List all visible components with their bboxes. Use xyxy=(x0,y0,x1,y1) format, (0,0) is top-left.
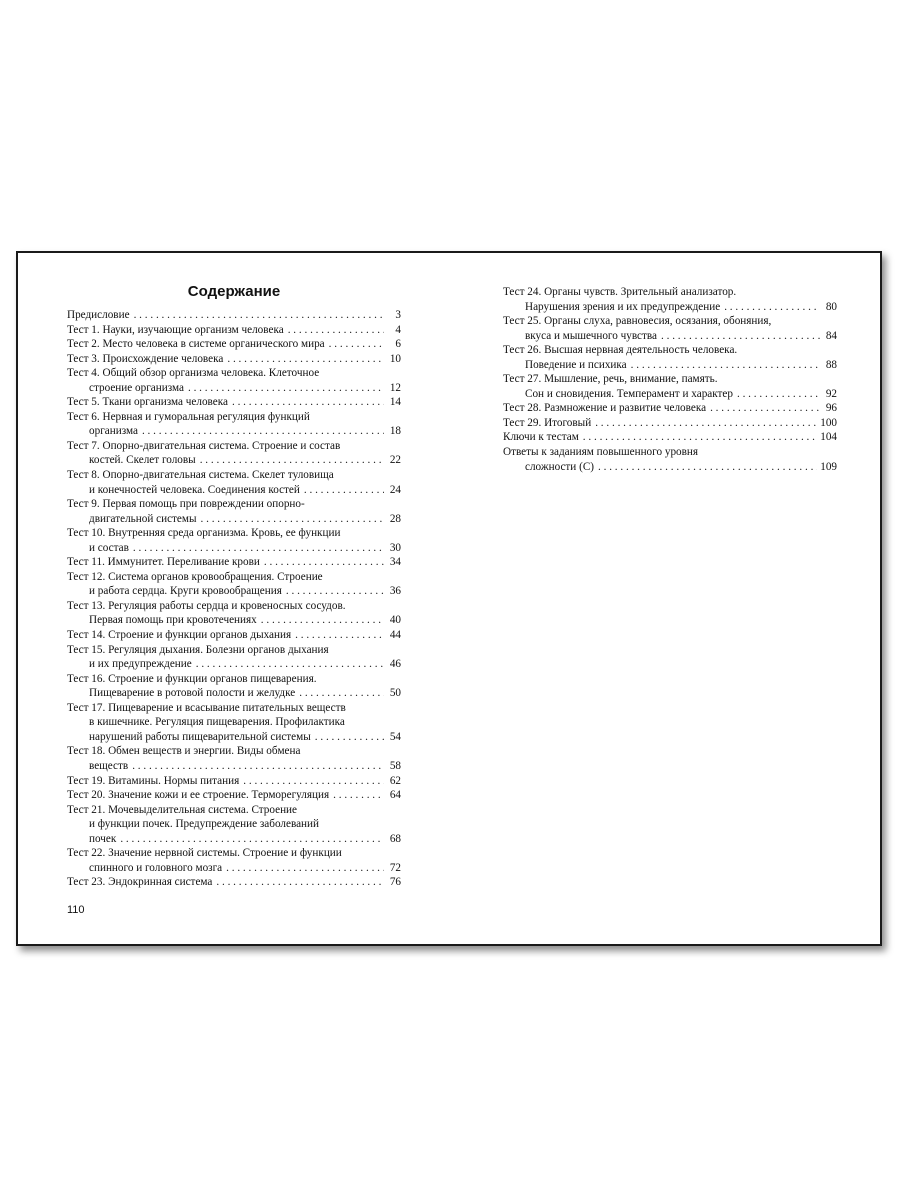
toc-entry-line xyxy=(67,628,401,643)
toc-entry-line xyxy=(503,430,837,445)
toc-entry-text: Поведение и психика xyxy=(525,358,627,371)
toc-entry xyxy=(503,416,837,431)
toc-entry-line xyxy=(503,372,837,387)
dot-leader xyxy=(595,416,817,431)
toc-entry-text: Тест 6. Нервная и гуморальная регуляция функций xyxy=(67,410,310,423)
book-spread xyxy=(16,251,882,946)
toc-entry-line xyxy=(67,774,401,789)
dot-leader xyxy=(200,453,384,468)
dot-leader xyxy=(188,381,384,396)
toc-page-number: 50 xyxy=(389,687,401,700)
toc-entry-line xyxy=(67,803,401,818)
toc-entry-text: Тест 10. Внутренняя среда организма. Кровь, ее функции xyxy=(67,527,341,540)
dot-leader xyxy=(243,774,384,789)
toc-entry xyxy=(67,774,401,789)
toc-entry-text: Тест 25. Органы слуха, равновесия, осязания, обоняния, xyxy=(503,315,772,328)
toc-entry-line xyxy=(67,875,401,890)
toc-page-number: 68 xyxy=(389,832,401,845)
toc-entry-text: и их предупреждение xyxy=(89,658,192,671)
toc-entry-line xyxy=(67,395,401,410)
toc-entry-line xyxy=(67,643,401,658)
toc-page-number: 64 xyxy=(389,789,401,802)
toc-entry-line xyxy=(67,555,401,570)
toc-entry-text: Тест 7. Опорно-двигательная система. Строение и состав xyxy=(67,439,341,452)
toc-entry-line xyxy=(67,381,401,396)
toc-page-number: 10 xyxy=(389,352,401,365)
dot-leader xyxy=(286,584,384,599)
toc-entry-line xyxy=(67,512,401,527)
toc-entry-line xyxy=(503,387,837,402)
toc-entry-line xyxy=(67,366,401,381)
toc-entry-text: Тест 5. Ткани организма человека xyxy=(67,396,228,409)
toc-page-number: 6 xyxy=(395,338,401,351)
toc-entry xyxy=(67,599,401,628)
page-title: Содержание xyxy=(187,283,281,300)
toc-page-number: 18 xyxy=(389,425,401,438)
toc-entry-text: двигательной системы xyxy=(89,512,197,525)
toc-entry-text: и конечностей человека. Соединения костей xyxy=(89,483,300,496)
toc-page-number: 28 xyxy=(389,512,401,525)
toc-entry-line xyxy=(503,460,837,475)
toc-entry xyxy=(67,439,401,468)
toc-page-number: 36 xyxy=(389,585,401,598)
toc-entry xyxy=(67,788,401,803)
dot-leader xyxy=(196,657,384,672)
toc-entry-text: Тест 4. Общий обзор организма человека. Клеточное xyxy=(67,367,320,380)
toc-entry-line xyxy=(67,453,401,468)
dot-leader xyxy=(226,861,384,876)
toc-entry-text: спинного и головного мозга xyxy=(89,861,223,874)
toc-entry xyxy=(503,401,837,416)
toc-entry-text: Тест 29. Итоговый xyxy=(503,416,592,429)
dot-leader xyxy=(583,430,817,445)
toc-entry-text: Тест 15. Регуляция дыхания. Болезни органов дыхания xyxy=(67,643,329,656)
toc-entry-line xyxy=(503,401,837,416)
toc-entry-text: Тест 23. Эндокринная система xyxy=(67,876,213,889)
toc-entry-text: Тест 20. Значение кожи и ее строение. Терморегуляция xyxy=(67,789,330,802)
toc-entry xyxy=(67,468,401,497)
toc-entry xyxy=(67,497,401,526)
toc-entry-text: организма xyxy=(89,425,138,438)
toc-entry-text: и работа сердца. Круги кровообращения xyxy=(89,585,282,598)
toc-entry xyxy=(67,555,401,570)
toc-entry-line xyxy=(67,715,401,730)
toc-entry-line xyxy=(67,672,401,687)
toc-entry xyxy=(67,526,401,555)
toc-page-number: 88 xyxy=(825,358,837,371)
toc-page-number: 62 xyxy=(389,774,401,787)
toc-entry-line xyxy=(503,329,837,344)
toc-entry xyxy=(67,803,401,847)
toc-entry-line xyxy=(67,497,401,512)
dot-leader xyxy=(315,730,384,745)
toc-entry-text: и функции почек. Предупреждение заболеваний xyxy=(89,818,320,831)
toc-entry-line xyxy=(67,657,401,672)
toc-page-number: 100 xyxy=(820,416,837,429)
toc-entry xyxy=(67,701,401,745)
toc-page-number: 104 xyxy=(820,431,837,444)
toc-entry-text: Тест 18. Обмен веществ и энергии. Виды обмена xyxy=(67,745,301,758)
toc-entry-text: Ответы к заданиям повышенного уровня xyxy=(503,446,699,459)
toc-entry xyxy=(503,285,837,314)
toc-entry xyxy=(503,343,837,372)
dot-leader xyxy=(329,337,384,352)
toc-entry xyxy=(67,643,401,672)
toc-entry-line xyxy=(67,337,401,352)
dot-leader xyxy=(232,395,384,410)
toc-entry-line xyxy=(67,570,401,585)
dot-leader xyxy=(261,613,384,628)
dot-leader xyxy=(598,460,817,475)
toc-entry-text: Сон и сновидения. Темперамент и характер xyxy=(525,387,733,400)
toc-entry xyxy=(67,395,401,410)
dot-leader xyxy=(201,512,385,527)
toc-entry-text: Пищеварение в ротовой полости и желудке xyxy=(89,687,296,700)
dot-leader xyxy=(264,555,384,570)
toc-entry-line xyxy=(67,817,401,832)
toc-entry-text: Тест 27. Мышление, речь, внимание, память. xyxy=(503,373,718,386)
dot-leader xyxy=(333,788,384,803)
toc-entry-text: и состав xyxy=(89,541,129,554)
dot-leader xyxy=(710,401,820,416)
toc-entry-text: Тест 12. Система органов кровообращения. Строение xyxy=(67,570,323,583)
toc-page-number: 22 xyxy=(389,454,401,467)
toc-entry-text: Тест 19. Витамины. Нормы питания xyxy=(67,774,240,787)
toc-entry-text: веществ xyxy=(89,759,129,772)
toc-page-number: 92 xyxy=(825,387,837,400)
toc-entry xyxy=(503,372,837,401)
toc-entry-text: строение организма xyxy=(89,381,184,394)
toc-page-number: 30 xyxy=(389,541,401,554)
toc-entry-line xyxy=(67,599,401,614)
toc-entry-text: Тест 28. Размножение и развитие человека xyxy=(503,402,707,415)
toc-entry xyxy=(67,352,401,367)
toc-entry-line xyxy=(67,846,401,861)
dot-leader xyxy=(134,308,384,323)
toc-entry-line xyxy=(67,861,401,876)
toc-entry-text: в кишечнике. Регуляция пищеварения. Профилактика xyxy=(89,716,345,729)
toc-entry-line xyxy=(67,483,401,498)
dot-leader xyxy=(299,686,384,701)
toc-page-number: 12 xyxy=(389,381,401,394)
toc-entry-text: Тест 11. Иммунитет. Переливание крови xyxy=(67,556,260,569)
toc-entry-text: Тест 24. Органы чувств. Зрительный анализатор. xyxy=(503,286,737,298)
toc-page-number: 24 xyxy=(389,483,401,496)
toc-entry-line xyxy=(67,352,401,367)
toc-entry-line xyxy=(67,323,401,338)
dot-leader xyxy=(631,358,820,373)
toc-entry-text: Тест 17. Пищеварение и всасывание питательных веществ xyxy=(67,701,346,714)
toc-entry-line xyxy=(67,701,401,716)
dot-leader xyxy=(737,387,820,402)
toc-entry-line xyxy=(67,613,401,628)
toc-entry-line xyxy=(503,445,837,460)
toc-entry-text: сложности (С) xyxy=(525,460,595,473)
toc-entry-line xyxy=(67,759,401,774)
toc-entry-text: Тест 14. Строение и функции органов дыхания xyxy=(67,629,292,642)
dot-leader xyxy=(120,832,384,847)
toc-entry-line xyxy=(503,416,837,431)
dot-leader xyxy=(724,300,820,315)
toc-entry-text: Тест 16. Строение и функции органов пищеварения. xyxy=(67,672,317,685)
toc-entry xyxy=(67,308,401,323)
toc-page-number: 14 xyxy=(389,396,401,409)
toc-entry-text: Тест 1. Науки, изучающие организм человека xyxy=(67,323,284,336)
toc-page-number: 46 xyxy=(389,658,401,671)
dot-leader xyxy=(132,759,384,774)
toc-page-number: 3 xyxy=(395,309,401,321)
toc-page-number: 34 xyxy=(389,556,401,569)
toc-entry-text: Тест 26. Высшая нервная деятельность человека. xyxy=(503,344,738,357)
toc-entry-text: Предисловие xyxy=(67,309,130,321)
toc-entry xyxy=(67,628,401,643)
toc-entry xyxy=(503,445,837,474)
toc-page-number: 4 xyxy=(395,323,401,336)
toc-entry xyxy=(503,430,837,445)
toc-entry xyxy=(67,875,401,890)
toc-entry-text: Тест 9. Первая помощь при повреждении опорно- xyxy=(67,498,305,511)
page-number: 110 xyxy=(67,904,85,916)
dot-leader xyxy=(216,875,384,890)
dot-leader xyxy=(142,424,384,439)
toc-entry-line xyxy=(67,730,401,745)
toc-entry-line xyxy=(67,686,401,701)
dot-leader xyxy=(288,323,384,338)
toc-entry-line xyxy=(67,788,401,803)
toc-entry-line xyxy=(503,358,837,373)
toc-entry-line xyxy=(503,343,837,358)
toc-entry-text: нарушений работы пищеварительной системы xyxy=(89,730,311,743)
toc-entry-text: Тест 21. Мочевыделительная система. Строение xyxy=(67,803,298,816)
toc-entry-text: Тест 3. Происхождение человека xyxy=(67,352,224,365)
toc-entry-line xyxy=(67,410,401,425)
toc-entry-text: Тест 2. Место человека в системе органического мира xyxy=(67,338,325,351)
toc-entry-text: Первая помощь при кровотечениях xyxy=(89,614,257,627)
toc-entry-line xyxy=(67,526,401,541)
toc-right-column xyxy=(503,285,837,474)
toc-entry-text: почек xyxy=(89,832,117,845)
toc-entry-text: Тест 8. Опорно-двигательная система. Скелет туловища xyxy=(67,469,334,482)
toc-entry xyxy=(67,410,401,439)
toc-entry xyxy=(67,570,401,599)
toc-entry-line xyxy=(67,584,401,599)
toc-entry-line xyxy=(67,468,401,483)
toc-entry-text: Ключи к тестам xyxy=(503,431,579,444)
toc-entry xyxy=(67,672,401,701)
toc-page-number: 80 xyxy=(825,300,837,313)
toc-entry-line xyxy=(67,439,401,454)
toc-page-number: 109 xyxy=(820,460,837,473)
dot-leader xyxy=(133,541,384,556)
toc-page-number: 96 xyxy=(825,402,837,415)
toc-page-number: 40 xyxy=(389,614,401,627)
toc-entry xyxy=(67,744,401,773)
toc-page-number: 44 xyxy=(389,629,401,642)
toc-entry xyxy=(67,323,401,338)
toc-page-number: 58 xyxy=(389,759,401,772)
toc-left-column xyxy=(67,308,401,890)
toc-entry-line xyxy=(67,744,401,759)
toc-page-number: 54 xyxy=(389,730,401,743)
toc-entry xyxy=(503,314,837,343)
toc-entry-line xyxy=(67,308,401,323)
toc-entry xyxy=(67,366,401,395)
toc-entry-line xyxy=(503,300,837,315)
toc-entry-text: Тест 22. Значение нервной системы. Строение и функции xyxy=(67,847,342,860)
toc-entry-text: Тест 13. Регуляция работы сердца и кровеносных сосудов. xyxy=(67,599,346,612)
toc-entry-text: костей. Скелет головы xyxy=(89,454,196,467)
dot-leader xyxy=(295,628,384,643)
toc-entry xyxy=(67,846,401,875)
dot-leader xyxy=(227,352,384,367)
toc-entry-text: вкуса и мышечного чувства xyxy=(525,329,657,342)
toc-page-number: 76 xyxy=(389,876,401,889)
toc-entry-line xyxy=(503,285,837,300)
toc-entry-line xyxy=(67,424,401,439)
toc-entry xyxy=(67,337,401,352)
dot-leader xyxy=(304,483,384,498)
toc-entry-line xyxy=(503,314,837,329)
toc-entry-line xyxy=(67,832,401,847)
toc-entry-text: Нарушения зрения и их предупреждение xyxy=(525,300,721,313)
toc-page-number: 72 xyxy=(389,861,401,874)
dot-leader xyxy=(661,329,820,344)
toc-entry-line xyxy=(67,541,401,556)
toc-page-number: 84 xyxy=(825,329,837,342)
